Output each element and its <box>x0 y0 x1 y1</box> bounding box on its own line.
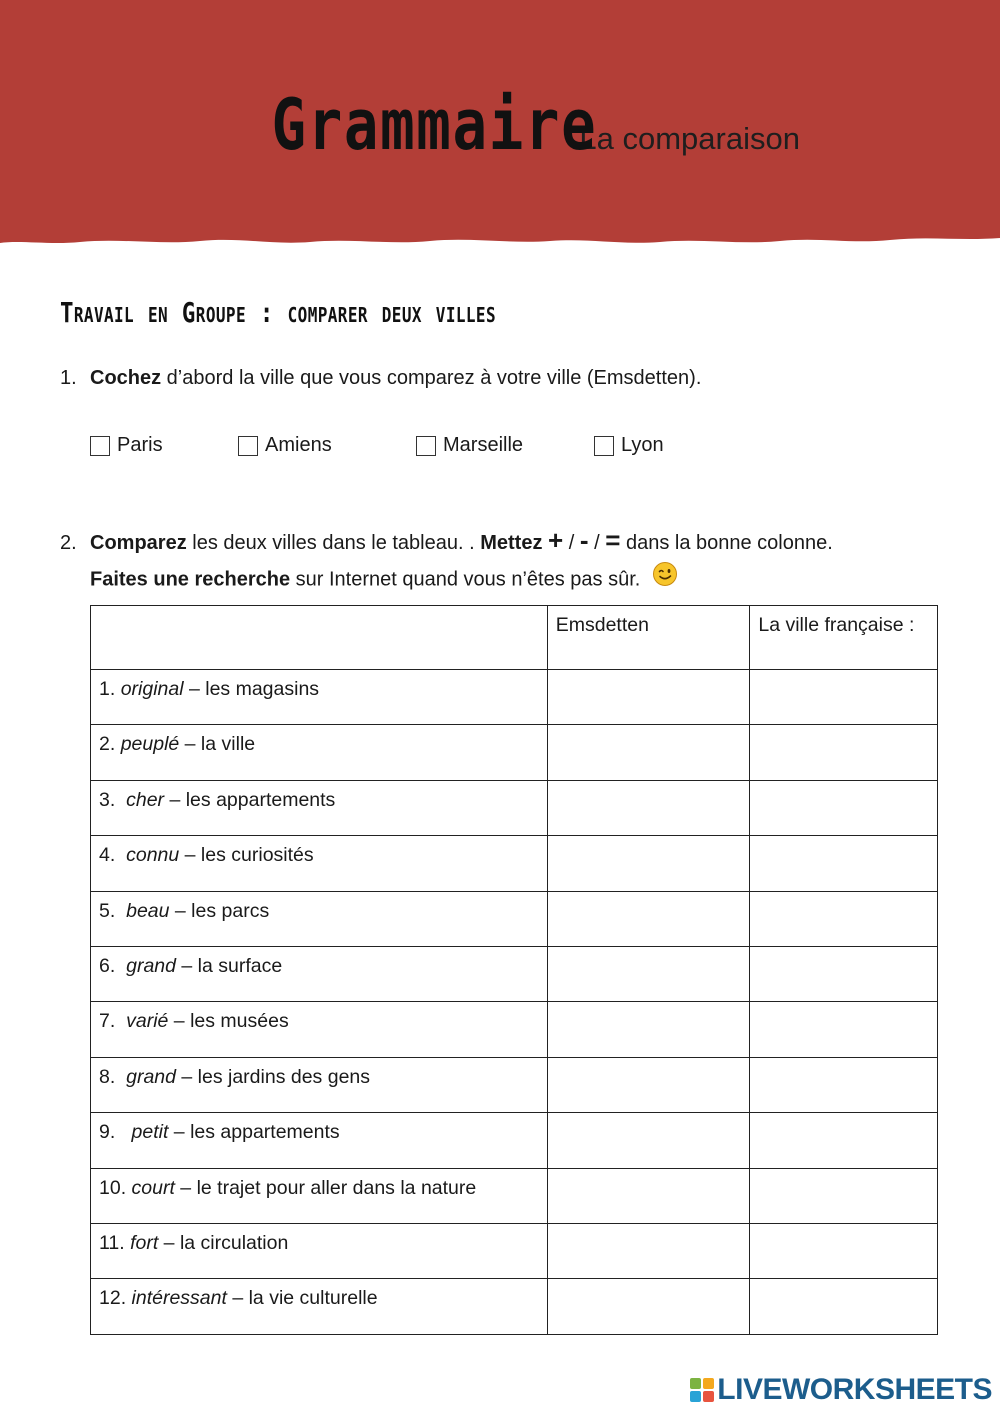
answer-cell-emsdetten[interactable] <box>547 1113 750 1168</box>
answer-cell-french-city[interactable] <box>750 946 938 1001</box>
option-label: Marseille <box>443 434 524 456</box>
criterion-number: 5. <box>99 899 127 922</box>
answer-cell-emsdetten[interactable] <box>547 1168 750 1223</box>
table-row <box>91 1223 938 1278</box>
answer-cell-emsdetten[interactable] <box>547 1279 750 1334</box>
table-row <box>91 780 938 835</box>
answer-cell-emsdetten[interactable] <box>547 836 750 891</box>
table-row <box>91 725 938 780</box>
separator: / <box>588 532 606 554</box>
criterion-subject: – la ville <box>179 733 256 756</box>
criterion-number: 10. <box>99 1176 132 1199</box>
option-label: Lyon <box>621 434 664 456</box>
answer-cell-french-city[interactable] <box>750 1168 938 1223</box>
criterion-subject: – les jardins des gens <box>175 1065 371 1088</box>
answer-cell-emsdetten[interactable] <box>547 1223 750 1278</box>
criterion-cell <box>91 670 548 725</box>
criterion-adjective: grand <box>126 1065 176 1088</box>
option-amiens[interactable] <box>238 434 332 457</box>
checkbox-amiens[interactable] <box>238 436 258 456</box>
criterion-subject: – la circulation <box>158 1231 289 1254</box>
comparison-table <box>90 605 938 1335</box>
question-2-line-1 <box>60 522 833 561</box>
criterion-cell <box>91 725 548 780</box>
header-cell-french-city: La ville française : <box>750 606 938 670</box>
section-heading: Travail en Groupe : comparer deux villes <box>60 296 496 329</box>
watermark-text: LIVEWORKSHEETS <box>717 1373 992 1406</box>
criterion-number: 2. <box>99 733 121 756</box>
question-1 <box>60 360 701 396</box>
criterion-adjective: peuplé <box>120 733 180 756</box>
criterion-number: 1. <box>99 678 121 700</box>
answer-cell-emsdetten[interactable] <box>547 670 750 725</box>
criterion-adjective: grand <box>126 954 176 977</box>
question-2-text-1: les deux villes dans le tableau. . <box>186 532 481 554</box>
criterion-cell <box>91 1002 548 1057</box>
answer-cell-emsdetten[interactable] <box>547 891 750 946</box>
criterion-subject: – les parcs <box>169 899 270 922</box>
page-subtitle: La comparaison <box>579 121 800 156</box>
criterion-adjective: court <box>131 1176 175 1199</box>
table-row <box>91 836 938 891</box>
criterion-number: 6. <box>99 954 127 977</box>
option-marseille[interactable] <box>416 434 523 457</box>
plus-symbol: + <box>548 525 564 555</box>
answer-cell-french-city[interactable] <box>750 836 938 891</box>
answer-cell-french-city[interactable] <box>750 1113 938 1168</box>
answer-cell-emsdetten[interactable] <box>547 946 750 1001</box>
criterion-number: 12. <box>99 1287 132 1310</box>
criterion-adjective: connu <box>126 844 180 867</box>
criterion-cell <box>91 780 548 835</box>
answer-cell-emsdetten[interactable] <box>547 780 750 835</box>
answer-cell-french-city[interactable] <box>750 725 938 780</box>
criterion-cell <box>91 1057 548 1112</box>
option-paris[interactable] <box>90 434 163 457</box>
question-2-bold-3: Faites une recherche <box>90 568 291 591</box>
question-2-line-2 <box>60 561 833 599</box>
criterion-subject: – les curiosités <box>179 844 314 867</box>
option-lyon[interactable] <box>594 434 664 457</box>
table-row <box>91 1002 938 1057</box>
criterion-adjective: cher <box>126 788 165 811</box>
question-1-bold: Cochez <box>90 367 162 389</box>
header-title <box>0 84 1000 166</box>
criterion-subject: – les musées <box>168 1010 289 1033</box>
criterion-adjective: original <box>120 678 184 700</box>
answer-cell-emsdetten[interactable] <box>547 1057 750 1112</box>
criterion-subject: – les appartements <box>164 788 336 811</box>
liveworksheets-watermark <box>689 1373 992 1407</box>
question-2-number: 2. <box>60 532 77 554</box>
answer-cell-french-city[interactable] <box>750 1279 938 1334</box>
table-row <box>91 670 938 725</box>
criterion-cell <box>91 891 548 946</box>
criterion-subject: – la surface <box>175 954 283 977</box>
criterion-number: 7. <box>99 1010 127 1033</box>
liveworksheets-logo-icon <box>689 1377 715 1403</box>
answer-cell-french-city[interactable] <box>750 1223 938 1278</box>
table-row <box>91 1057 938 1112</box>
option-label: Paris <box>117 434 163 456</box>
separator: / <box>563 532 580 554</box>
criterion-adjective: petit <box>131 1121 169 1144</box>
criterion-cell <box>91 946 548 1001</box>
criterion-number: 9. <box>99 1121 132 1144</box>
criterion-subject: – les appartements <box>168 1121 340 1144</box>
answer-cell-french-city[interactable] <box>750 891 938 946</box>
question-2-text-3: sur Internet quand vous n’êtes pas sûr. <box>290 568 641 591</box>
answer-cell-emsdetten[interactable] <box>547 725 750 780</box>
checkbox-marseille[interactable] <box>416 436 436 456</box>
page-title: Grammaire <box>271 84 598 166</box>
criterion-subject: – le trajet pour aller dans la nature <box>174 1176 477 1199</box>
answer-cell-french-city[interactable] <box>750 1057 938 1112</box>
option-label: Amiens <box>265 434 332 456</box>
question-2-bold-1: Comparez <box>90 532 187 554</box>
criterion-number: 3. <box>99 788 127 811</box>
criterion-adjective: varié <box>126 1010 169 1033</box>
answer-cell-french-city[interactable] <box>750 670 938 725</box>
table-row <box>91 1279 938 1334</box>
criterion-number: 8. <box>99 1065 127 1088</box>
table-row <box>91 1168 938 1223</box>
criterion-adjective: beau <box>126 899 170 922</box>
table-row <box>91 946 938 1001</box>
criterion-adjective: fort <box>130 1231 159 1254</box>
question-2-text-2: dans la bonne colonne. <box>620 532 833 554</box>
criterion-cell <box>91 1113 548 1168</box>
criterion-subject: – la vie culturelle <box>226 1287 378 1310</box>
equals-symbol: = <box>605 525 621 555</box>
checkbox-lyon[interactable] <box>594 436 614 456</box>
criterion-number: 4. <box>99 844 127 867</box>
criterion-adjective: intéressant <box>131 1287 227 1310</box>
wink-emoji-icon <box>652 561 678 599</box>
criterion-cell <box>91 1168 548 1223</box>
criterion-subject: – les magasins <box>183 678 320 700</box>
header-cell-emsdetten: Emsdetten <box>547 606 750 670</box>
table-header-row <box>91 606 938 670</box>
question-2-bold-2: Mettez <box>480 532 543 554</box>
minus-symbol: - <box>579 525 589 555</box>
answer-cell-emsdetten[interactable] <box>547 1002 750 1057</box>
question-1-number: 1. <box>60 367 77 389</box>
question-2 <box>60 522 833 599</box>
criterion-cell <box>91 836 548 891</box>
table-row <box>91 1113 938 1168</box>
criterion-number: 11. <box>99 1231 131 1254</box>
answer-cell-french-city[interactable] <box>750 780 938 835</box>
header-cell-blank <box>91 606 548 670</box>
criterion-cell <box>91 1223 548 1278</box>
table-row <box>91 891 938 946</box>
question-1-text: d’abord la ville que vous comparez à votre ville (Emsdetten). <box>161 367 702 389</box>
checkbox-paris[interactable] <box>90 436 110 456</box>
criterion-cell <box>91 1279 548 1334</box>
answer-cell-french-city[interactable] <box>750 1002 938 1057</box>
